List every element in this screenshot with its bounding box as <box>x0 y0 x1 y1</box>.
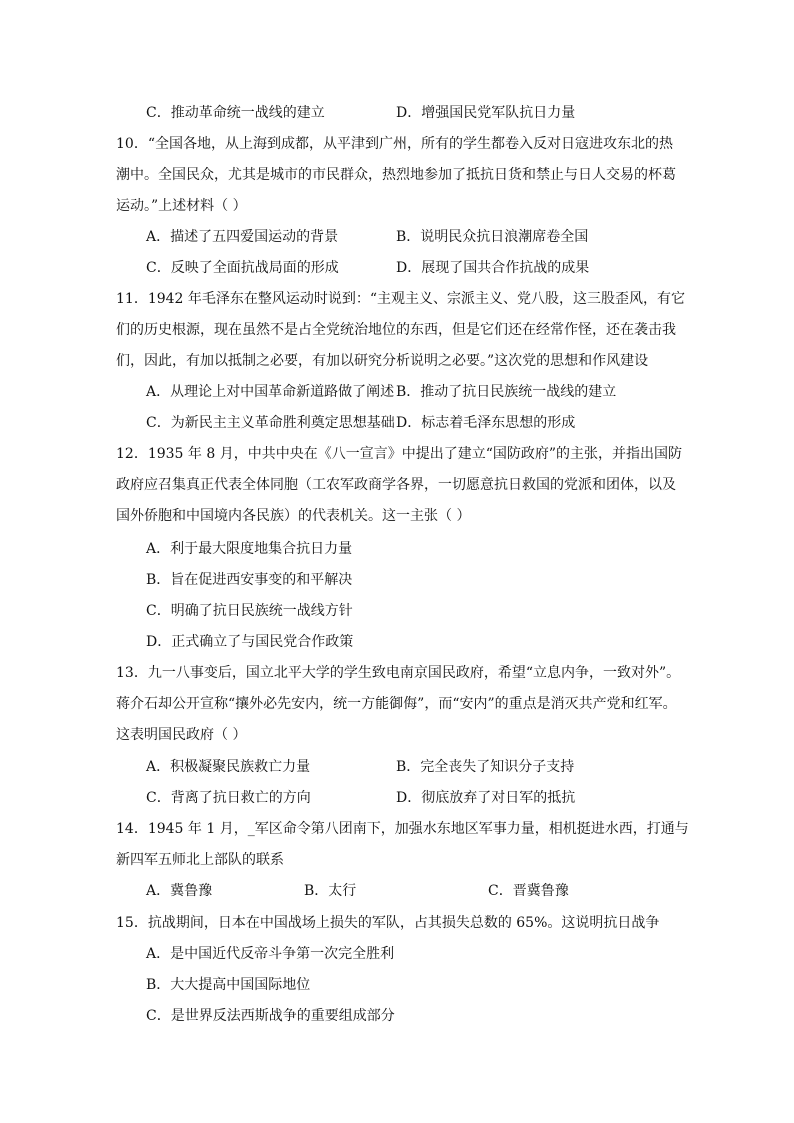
q10-stem-line-1: 10．“全国各地，从上海到成都，从平津到广州，所有的学生都卷入反对日寇进攻东北的热 <box>116 136 673 152</box>
q12-option-d: D．正式确立了与国民党合作政策 <box>146 634 354 650</box>
q10-option-c: C．反映了全面抗战局面的形成 <box>146 260 339 276</box>
q12-option-c: C．明确了抗日民族统一战线方针 <box>146 603 353 619</box>
q14-option-b: B．太行 <box>304 883 357 899</box>
q15-option-a: A．是中国近代反帝斗争第一次完全胜利 <box>146 946 395 962</box>
q11-option-c: C．为新民主主义革命胜利奠定思想基础 <box>146 415 395 431</box>
q10-stem-line-3: 运动。”上述材料（ ） <box>116 198 247 214</box>
q12-option-b: B．旨在促进西安事变的和平解决 <box>146 572 353 588</box>
q11-option-d: D．标志着毛泽东思想的形成 <box>396 415 576 431</box>
q11-stem-line-1: 11．1942 年毛泽东在整风运动时说到：“主观主义、宗派主义、党八股，这三股歪风，有它 <box>116 291 686 307</box>
q13-option-a: A．积极凝聚民族救亡力量 <box>146 759 311 775</box>
q13-stem-line-2: 蒋介石却公开宣称“攘外必先安内，统一方能御侮”，而“安内”的重点是消灭共产党和红军。 <box>116 696 677 712</box>
q13-stem-line-1: 13．九一八事变后，国立北平大学的学生致电南京国民政府，希望“立息内争，一致对外”。 <box>116 665 681 681</box>
q12-stem-line-2: 政府应召集真正代表全体同胞（工农军政商学各界，一切愿意抗日救国的党派和团体，以及 <box>116 477 676 493</box>
q15-option-c: C．是世界反法西斯战争的重要组成部分 <box>146 1008 395 1024</box>
q14-option-c: C．晋冀鲁豫 <box>488 883 569 899</box>
q11-option-b: B．推动了抗日民族统一战线的建立 <box>396 384 617 400</box>
q10-option-b: B．说明民众抗日浪潮席卷全国 <box>396 229 589 245</box>
q11-option-a: A．从理论上对中国革命新道路做了阐述 <box>146 384 395 400</box>
q10-stem-line-2: 潮中。全国民众，尤其是城市的市民群众，热烈地参加了抵抗日货和禁止与日人交易的杯葛 <box>116 167 676 183</box>
q9-option-c: C．推动革命统一战线的建立 <box>146 105 325 121</box>
q13-option-d: D．彻底放弃了对日军的抵抗 <box>396 790 576 806</box>
q9-option-d: D．增强国民党军队抗日力量 <box>396 105 576 121</box>
q13-option-b: B．完全丧失了知识分子支持 <box>396 759 575 775</box>
q12-option-a: A．利于最大限度地集合抗日力量 <box>146 541 353 557</box>
q12-stem-line-3: 国外侨胞和中国境内各民族）的代表机关。这一主张（ ） <box>116 508 471 524</box>
q10-option-a: A．描述了五四爱国运动的背景 <box>146 229 339 245</box>
q10-option-d: D．展现了国共合作抗战的成果 <box>396 260 590 276</box>
q12-stem-line-1: 12．1935 年 8 月，中共中央在《八一宣言》中提出了建立“国防政府”的主张，并指出国防 <box>116 446 683 462</box>
q14-option-a: A．冀鲁豫 <box>146 883 213 899</box>
q13-stem-line-3: 这表明国民政府（ ） <box>116 727 247 743</box>
q11-stem-line-2: 们的历史根源，现在虽然不是占全党统治地位的东西，但是它们还在经常作怪，还在袭击我 <box>116 322 676 338</box>
q13-option-c: C．背离了抗日救亡的方向 <box>146 790 311 806</box>
q11-stem-line-3: 们，因此，有加以抵制之必要，有加以研究分析说明之必要。”这次党的思想和作风建设 <box>116 353 649 369</box>
q14-stem-line-2: 新四军五师北上部队的联系 <box>116 852 284 868</box>
q14-stem-line-1: 14．1945 年 1 月，_军区命令第八团南下，加强水东地区军事力量，相机挺进水西，打通与 <box>116 821 689 837</box>
q15-option-b: B．大大提高中国国际地位 <box>146 977 311 993</box>
q15-stem-line-1: 15．抗战期间，日本在中国战场上损失的军队，占其损失总数的 65%。这说明抗日战争 <box>116 915 660 931</box>
